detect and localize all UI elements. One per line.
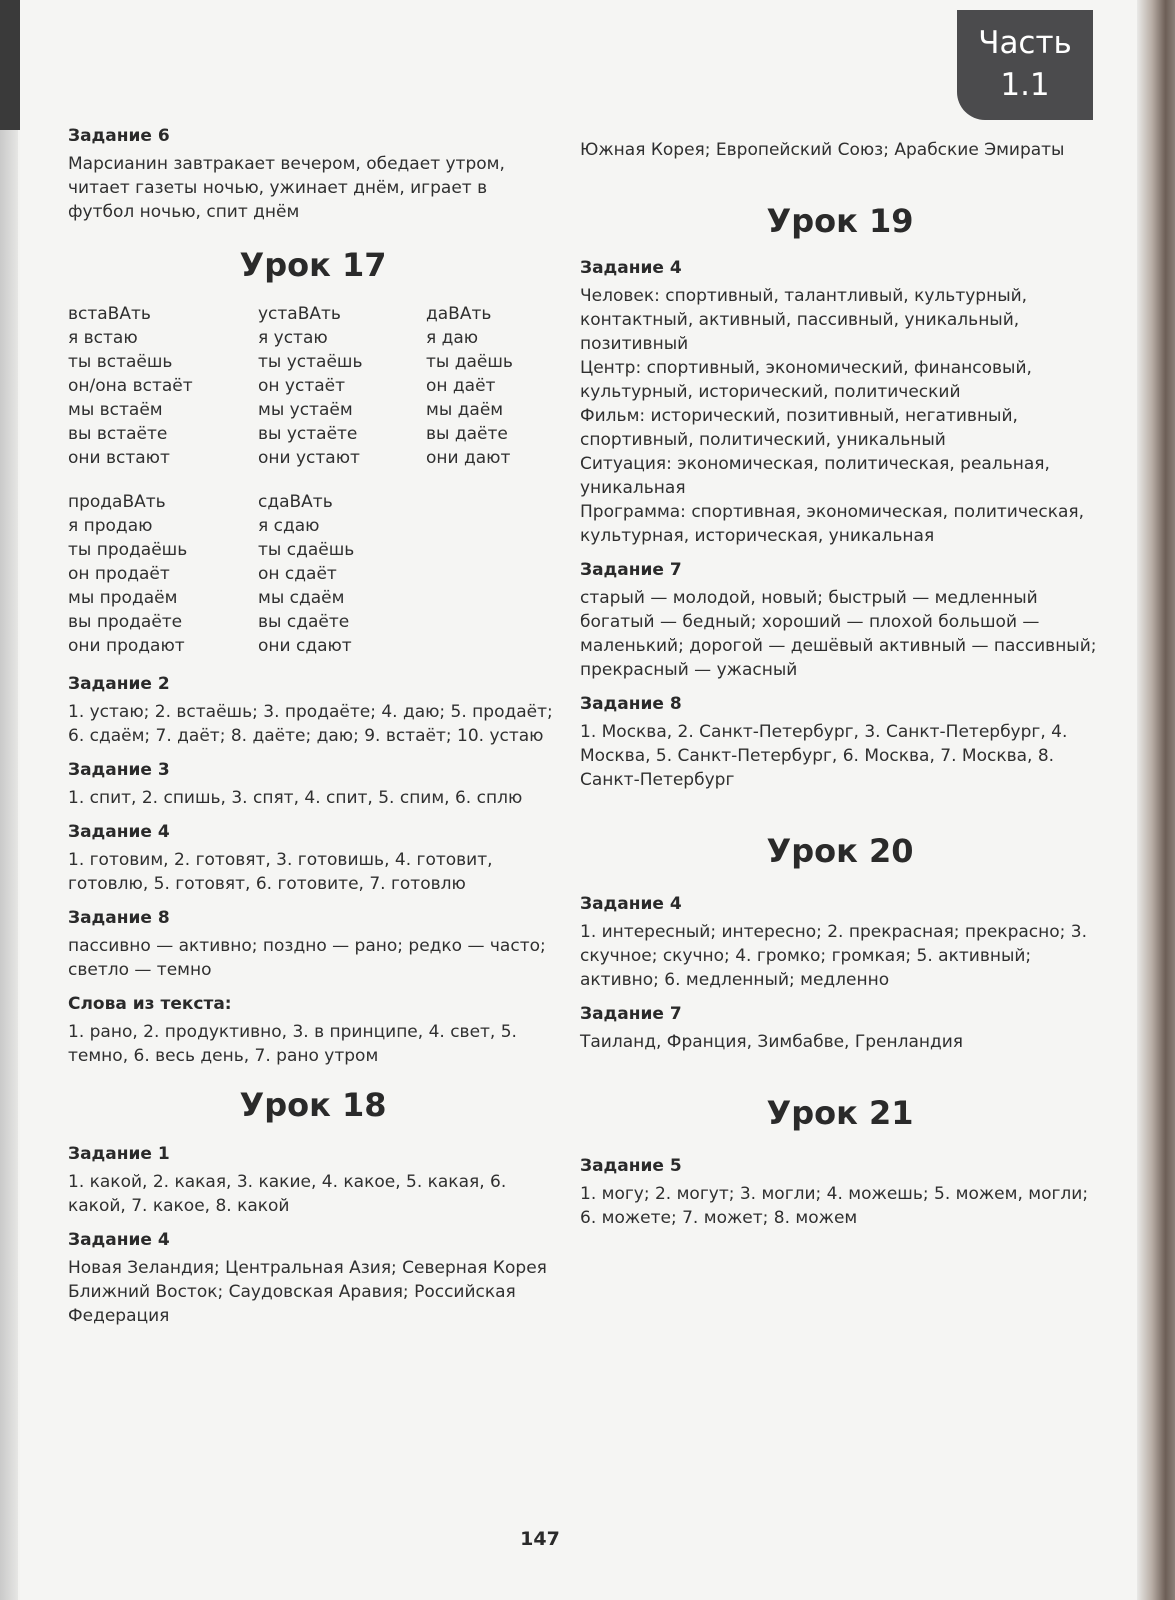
lesson-heading-21: Урок 21 [766, 1094, 914, 1132]
spine-shadow [0, 0, 20, 130]
l17-words [68, 994, 558, 1068]
section-tab-label: Часть [978, 25, 1072, 61]
verb-form: ты продаёшь [68, 540, 188, 560]
lesson-heading-19: Урок 19 [766, 202, 914, 240]
l17-z2 [68, 674, 558, 748]
book-page [20, 0, 1137, 1600]
lesson-heading-17: Урок 17 [239, 246, 387, 284]
verb-form: встаВАть [68, 304, 151, 324]
task-heading: Задание 2 [68, 674, 170, 694]
lesson-heading-18: Урок 18 [239, 1086, 387, 1124]
verb-form: он сдаёт [258, 564, 337, 584]
verb-form: ты даёшь [426, 352, 513, 372]
task-text: Программа: спортивная, экономическая, политическая, культурная, историческая, уникальная [580, 502, 1085, 546]
verb-form: я продаю [68, 516, 153, 536]
book-spine [0, 0, 18, 1600]
task-text: старый — молодой, новый; быстрый — медленный [580, 588, 1038, 608]
conjugation-table-1 [68, 302, 558, 470]
section-tab-number: 1.1 [1000, 67, 1050, 103]
task-text: 1. интересный; интересно; 2. прекрасная; прекрасно; 3. скучное; скучно; 4. громко; громкая; 5. активный; активно; 6. медленный; медленно [580, 922, 1087, 990]
task-text: Ситуация: экономическая, политическая, реальная, уникальная [580, 454, 1050, 498]
task-heading: Слова из текста: [68, 994, 232, 1014]
verb-form: они встают [68, 448, 170, 468]
l17-z4 [68, 822, 558, 896]
l20-z7 [580, 1004, 1100, 1054]
task-heading: Задание 1 [68, 1144, 170, 1164]
l19-z4 [580, 258, 1100, 548]
task-text: 1. готовим, 2. готовят, 3. готовишь, 4. готовит, готовлю, 5. готовят, 6. готовите, 7. готовлю [68, 850, 493, 894]
verb-form: мы продаём [68, 588, 178, 608]
conjugation-column [258, 302, 426, 470]
task-heading: Задание 7 [580, 560, 682, 580]
verb-form: они сдают [258, 636, 352, 656]
verb-form: ты устаёшь [258, 352, 363, 372]
task-heading: Задание 5 [580, 1156, 682, 1176]
verb-form: вы продаёте [68, 612, 183, 632]
task-text: Ближний Восток; Саудовская Аравия; Российская Федерация [68, 1282, 516, 1326]
verb-form: мы встаём [68, 400, 163, 420]
verb-form: ты сдаёшь [258, 540, 355, 560]
page-edge-background [1137, 0, 1175, 1600]
task-heading: Задание 4 [580, 258, 682, 278]
task-heading: Задание 8 [580, 694, 682, 714]
verb-form: я встаю [68, 328, 138, 348]
task-text: Марсианин завтракает вечером, обедает утром, читает газеты ночью, ужинает днём, играет в футбол ночью, спит днём [68, 154, 505, 222]
l17-z3 [68, 760, 558, 810]
task-text: 1. Москва, 2. Санкт-Петербург, 3. Санкт-Петербург, 4. Москва, 5. Санкт-Петербург, 6. Москва, 7. Москва, 8. Санкт-Петербург [580, 722, 1068, 790]
verb-form: я устаю [258, 328, 328, 348]
verb-form: мы устаём [258, 400, 353, 420]
task-text: Таиланд, Франция, Зимбабве, Гренландия [580, 1032, 964, 1052]
task-heading: Задание 4 [68, 822, 170, 842]
conjugation-column [68, 302, 258, 470]
conjugation-column [426, 302, 546, 470]
verb-form: мы сдаём [258, 588, 345, 608]
continued-text: Южная Корея; Европейский Союз; Арабские Эмираты [580, 140, 1065, 160]
l21-z5 [580, 1156, 1100, 1230]
verb-form: даВАть [426, 304, 492, 324]
right-column [580, 138, 1100, 1242]
l18-z1 [68, 1144, 558, 1218]
conjugation-table-2 [68, 490, 558, 658]
task-text: пассивно — активно; поздно — рано; редко — часто; светло — темно [68, 936, 546, 980]
verb-form: он продаёт [68, 564, 170, 584]
l19-z7 [580, 560, 1100, 682]
verb-form: они дают [426, 448, 511, 468]
l18-z4 [68, 1230, 558, 1328]
verb-form: вы сдаёте [258, 612, 350, 632]
l20-z4 [580, 894, 1100, 992]
task-text: Человек: спортивный, талантливый, культурный, контактный, активный, пассивный, уникальный, позитивный [580, 286, 1028, 354]
verb-form: вы встаёте [68, 424, 168, 444]
page-number: 147 [520, 1528, 560, 1550]
verb-form: вы устаёте [258, 424, 358, 444]
task-heading: Задание 4 [68, 1230, 170, 1250]
task-text: 1. какой, 2. какая, 3. какие, 4. какое, 5. какая, 6. какой, 7. какое, 8. какой [68, 1172, 507, 1216]
l19-z8 [580, 694, 1100, 792]
verb-form: устаВАть [258, 304, 341, 324]
verb-form: он/она встаёт [68, 376, 193, 396]
verb-form: я сдаю [258, 516, 320, 536]
task-text: Центр: спортивный, экономический, финансовый, культурный, исторический, политический [580, 358, 1032, 402]
lesson-heading-20: Урок 20 [766, 832, 914, 870]
task-heading: Задание 6 [68, 126, 170, 146]
verb-form: сдаВАть [258, 492, 333, 512]
task-heading: Задание 8 [68, 908, 170, 928]
verb-form: продаВАть [68, 492, 166, 512]
task-text: Фильм: исторический, позитивный, негативный, спортивный, политический, уникальный [580, 406, 1018, 450]
verb-form: мы даём [426, 400, 504, 420]
left-column [68, 126, 558, 1340]
verb-form: он даёт [426, 376, 496, 396]
task-text: богатый — бедный; хороший — плохой большой — маленький; дорогой — дешёвый активный — пассивный; прекрасный — ужасный [580, 612, 1097, 680]
task-heading: Задание 7 [580, 1004, 682, 1024]
task-heading: Задание 3 [68, 760, 170, 780]
conjugation-column [258, 490, 426, 658]
conjugation-column [68, 490, 258, 658]
verb-form: вы даёте [426, 424, 508, 444]
l17-z8 [68, 908, 558, 982]
task-text: 1. рано, 2. продуктивно, 3. в принципе, 4. свет, 5. темно, 6. весь день, 7. рано утром [68, 1022, 517, 1066]
task-text: 1. устаю; 2. встаёшь; 3. продаёте; 4. даю; 5. продаёт; 6. сдаём; 7. даёт; 8. даёте; даю; 9. встаёт; 10. устаю [68, 702, 553, 746]
verb-form: они продают [68, 636, 185, 656]
verb-form: он устаёт [258, 376, 346, 396]
verb-form: я даю [426, 328, 479, 348]
task-text: 1. могу; 2. могут; 3. могли; 4. можешь; 5. можем, могли; 6. можете; 7. может; 8. можем [580, 1184, 1089, 1228]
verb-form: ты встаёшь [68, 352, 173, 372]
l-z6 [68, 126, 558, 224]
verb-form: они устают [258, 448, 360, 468]
task-text: Новая Зеландия; Центральная Азия; Северная Корея [68, 1258, 547, 1278]
task-heading: Задание 4 [580, 894, 682, 914]
task-text: 1. спит, 2. спишь, 3. спят, 4. спит, 5. спим, 6. сплю [68, 788, 523, 808]
section-tab [957, 10, 1093, 120]
